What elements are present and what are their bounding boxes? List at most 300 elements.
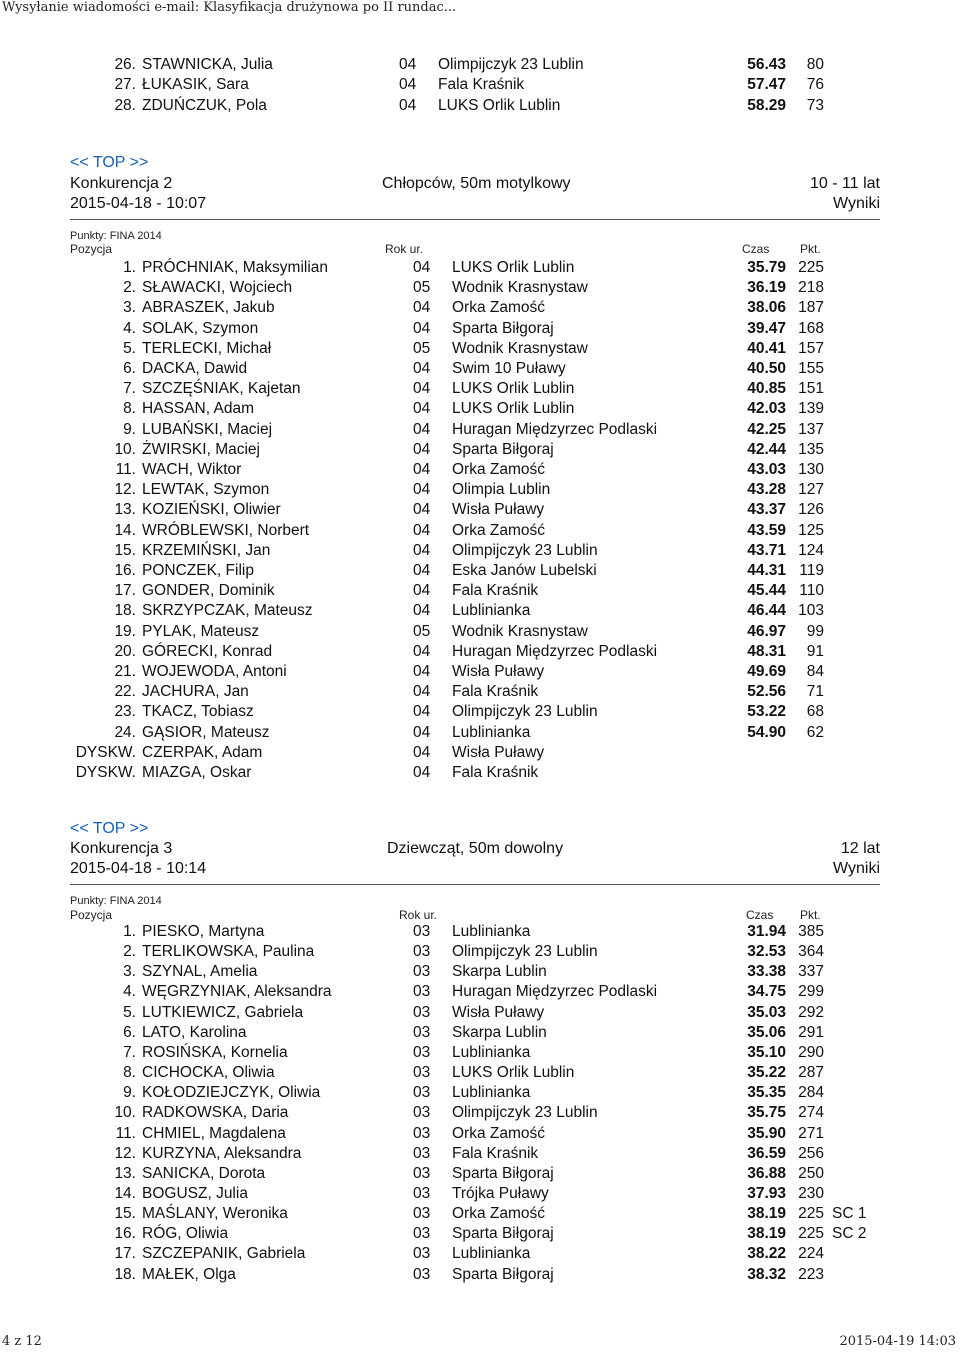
result-row [0,440,960,460]
result-time: 45.44 [747,582,786,600]
result-name: LATO, Karolina [142,1023,247,1041]
result-year: 03 [413,1245,431,1263]
result-name: HASSAN, Adam [142,400,254,418]
result-note: SC 1 [832,1205,867,1223]
result-year: 04 [413,501,431,519]
event2-datetime: 2015-04-18 - 10:07 [70,195,207,212]
result-pts: 364 [798,943,824,961]
event2-age: 10 - 11 lat [810,175,880,192]
result-time: 38.19 [747,1205,786,1223]
result-year: 05 [413,339,431,357]
result-row [0,922,960,942]
result-row [0,1144,960,1164]
result-pos: 26. [114,56,136,73]
result-row [0,1244,960,1264]
result-name: TERLIKOWSKA, Paulina [142,943,315,961]
result-year: 04 [413,663,431,680]
top-link-event2[interactable]: << TOP >> [70,154,149,171]
result-time: 38.32 [747,1265,786,1283]
result-pos: 17. [114,582,136,600]
result-pts: 130 [798,461,824,478]
result-name: TERLECKI, Michał [142,339,272,357]
result-pos: 1. [123,923,136,940]
result-pos: 20. [114,642,136,660]
result-row [0,339,960,359]
result-pos: 9. [123,420,136,438]
result-time: 35.03 [747,1003,786,1021]
result-club: Sparta Biłgoraj [452,1164,554,1182]
result-row [0,561,960,581]
result-year: 04 [413,400,431,418]
result-club: Huragan Międzyrzec Podlaski [452,983,658,1001]
result-time: 42.44 [747,440,786,458]
result-club: Wodnik Krasnystaw [452,279,588,297]
result-time: 35.75 [747,1104,786,1122]
result-pos: 4. [123,983,136,1001]
result-year: 03 [413,943,431,961]
event3-points-label: Punkty: FINA 2014 [70,895,162,907]
result-time: 34.75 [747,983,786,1001]
result-pos: 2. [123,943,136,961]
result-row [0,1204,960,1224]
result-pts: 225 [798,259,824,276]
result-club: Sparta Biłgoraj [452,319,554,337]
result-name: CHMIEL, Magdalena [142,1124,286,1142]
result-row [0,96,960,116]
result-club: Wodnik Krasnystaw [452,339,588,357]
result-year: 03 [413,1003,431,1021]
result-time: 43.37 [747,501,786,519]
event2-number: Konkurencja 2 [70,175,173,192]
result-name: LUTKIEWICZ, Gabriela [142,1003,304,1021]
result-row [0,1265,960,1285]
result-pos: 16. [114,1225,136,1243]
result-pts: 292 [798,1003,824,1021]
result-club: Skarpa Lublin [452,963,547,981]
event3-col-time: Czas [746,908,774,922]
result-time: 57.47 [747,76,786,94]
result-club: Eska Janów Lubelski [452,562,597,579]
result-time: 31.94 [747,923,786,940]
result-club: Sparta Biłgoraj [452,440,554,458]
result-club: Orka Zamość [452,461,546,478]
result-name: SZCZEPANIK, Gabriela [142,1245,306,1263]
result-pos: 1. [123,259,136,276]
result-year: 03 [413,923,431,940]
result-pos: 16. [114,562,136,579]
result-pts: 68 [806,703,824,721]
result-row [0,55,960,75]
result-pts: 119 [799,562,824,579]
result-row [0,379,960,399]
result-year: 03 [413,1104,431,1122]
result-pts: 250 [798,1164,824,1182]
result-row [0,1063,960,1083]
result-time: 46.44 [747,602,786,620]
result-club: Fala Kraśnik [452,582,539,600]
result-time: 36.19 [747,279,786,297]
result-pos: 6. [123,1023,136,1041]
result-year: 04 [413,723,431,741]
event3-rule [70,884,880,885]
result-time: 32.53 [747,943,786,961]
result-pts: 155 [798,360,824,377]
result-name: SZCZĘŚNIAK, Kajetan [142,380,301,398]
result-row [0,1023,960,1043]
result-row [0,1103,960,1123]
result-year: 03 [413,963,431,981]
result-name: GONDER, Dominik [142,582,275,600]
result-pts: 71 [806,683,824,701]
result-year: 04 [413,703,431,721]
result-time: 54.90 [747,723,786,741]
result-row [0,258,960,278]
result-pos: 5. [123,339,136,357]
result-time: 35.79 [747,259,786,276]
result-time: 37.93 [747,1184,786,1202]
result-pos: 12. [114,1144,136,1162]
result-pts: 76 [806,76,824,94]
result-club: Swim 10 Puławy [452,360,566,377]
result-year: 03 [413,983,431,1001]
page-header [0,0,960,20]
result-note: SC 2 [832,1225,867,1243]
result-pos: 5. [123,1003,136,1021]
result-club: Lublinianka [452,602,531,620]
result-name: CZERPAK, Adam [142,743,263,761]
result-pts: 84 [806,663,824,680]
result-name: KOZIEŃSKI, Oliwier [142,501,281,519]
result-pos: 11. [115,461,136,478]
event3-header [0,839,960,859]
result-pts: 337 [798,963,824,981]
result-year: 04 [399,56,417,73]
result-club: LUKS Orlik Lublin [452,400,575,418]
result-pts: 225 [798,1225,824,1243]
result-name: STAWNICKA, Julia [142,56,273,73]
event3-results-label: Wyniki [833,860,880,877]
result-pos: 27. [114,76,136,94]
page-footer [0,1334,960,1354]
event3-number: Konkurencja 3 [70,840,173,857]
result-pos: 10. [114,440,136,458]
result-name: ŻWIRSKI, Maciej [142,440,260,458]
result-name: PRÓCHNIAK, Maksymilian [142,259,329,276]
result-year: 04 [413,582,431,600]
result-club: Fala Kraśnik [452,683,539,701]
result-pos: 14. [114,521,136,539]
result-club: Olimpijczyk 23 Lublin [452,703,598,721]
result-pos: 13. [114,501,136,519]
result-time: 42.03 [747,400,786,418]
result-club: Lublinianka [452,1084,531,1102]
result-year: 03 [413,1124,431,1142]
result-club: Wodnik Krasnystaw [452,622,588,640]
result-pts: 73 [806,96,824,114]
result-pts: 274 [798,1104,824,1122]
result-name: RÓG, Oliwia [142,1225,229,1243]
result-pos: 28. [114,96,136,114]
result-pos: 8. [123,1064,136,1082]
result-name: DACKA, Dawid [142,360,248,377]
event2-title: Chłopców, 50m motylkowy [382,175,571,192]
result-row [0,480,960,500]
result-row [0,420,960,440]
result-pos: 19. [114,622,136,640]
result-pts: 151 [798,380,824,398]
result-year: 04 [413,420,431,438]
result-row [0,1083,960,1103]
result-pos: 3. [123,963,136,981]
result-pts: 80 [806,56,824,73]
result-time: 56.43 [747,56,786,73]
result-name: KRZEMIŃSKI, Jan [142,541,271,559]
result-pts: 110 [799,582,824,600]
result-row [0,1164,960,1184]
result-club: Orka Zamość [452,521,546,539]
result-name: WRÓBLEWSKI, Norbert [142,521,310,539]
result-time: 40.85 [747,380,786,398]
result-year: 04 [413,259,431,276]
result-year: 05 [413,279,431,297]
result-pos: 14. [114,1184,136,1202]
result-club: Orka Zamość [452,299,546,317]
result-pts: 385 [798,923,824,940]
result-name: RADKOWSKA, Daria [142,1104,289,1122]
result-name: BOGUSZ, Julia [142,1184,248,1202]
result-year: 03 [413,1084,431,1102]
result-row [0,399,960,419]
result-time: 58.29 [747,96,786,114]
result-row [0,75,960,95]
event2-points-label: Punkty: FINA 2014 [70,230,162,242]
result-time: 35.35 [747,1084,786,1102]
result-club: Olimpijczyk 23 Lublin [452,541,598,559]
result-name: WACH, Wiktor [142,461,242,478]
result-pos: 21. [114,663,136,680]
result-club: Orka Zamość [452,1205,546,1223]
result-name: PIESKO, Martyna [142,923,265,940]
result-row [0,1124,960,1144]
event3-subheader [0,859,960,879]
result-year: 03 [413,1144,431,1162]
result-club: Wisła Puławy [452,501,545,519]
result-year: 04 [413,440,431,458]
result-row [0,642,960,662]
result-time: 35.22 [747,1064,786,1082]
result-row [0,541,960,561]
result-year: 04 [413,642,431,660]
result-pos: 12. [114,481,136,499]
result-year: 03 [413,1023,431,1041]
result-club: Huragan Międzyrzec Podlaski [452,420,658,438]
event2-column-headers [0,242,960,256]
result-pos: 7. [123,380,136,398]
event2-col-pts: Pkt. [800,242,821,256]
result-name: SANICKA, Dorota [142,1164,266,1182]
result-pos: 7. [123,1043,136,1061]
result-pts: 168 [798,319,824,337]
result-pts: 124 [798,541,824,559]
result-name: KURZYNA, Aleksandra [142,1144,302,1162]
result-pts: 125 [798,521,824,539]
top-link-event3[interactable]: << TOP >> [70,820,149,837]
result-row [0,682,960,702]
event3-col-year: Rok ur. [399,908,438,922]
result-pos: 17. [114,1245,136,1263]
event2-points-label-row [0,229,960,243]
result-row [0,723,960,743]
result-year: 03 [413,1064,431,1082]
event3-datetime: 2015-04-18 - 10:14 [70,860,207,877]
result-pos: 2. [123,279,136,297]
result-club: Trójka Puławy [452,1184,549,1202]
result-year: 04 [413,562,431,579]
result-pts: 187 [798,299,824,317]
result-pts: 218 [798,279,824,297]
result-club: LUKS Orlik Lublin [452,380,575,398]
result-pos: 4. [123,319,136,337]
result-row [0,500,960,520]
result-row [0,622,960,642]
result-row [0,982,960,1002]
result-pts: 271 [798,1124,824,1142]
result-row [0,962,960,982]
result-club: Lublinianka [452,723,531,741]
result-year: 03 [413,1205,431,1223]
result-name: ŁUKASIK, Sara [142,76,249,94]
result-pos: 18. [114,602,136,620]
result-row [0,942,960,962]
result-pos: 15. [114,1205,136,1223]
result-row [0,702,960,722]
result-name: MAŚLANY, Weronika [142,1205,288,1223]
result-club: LUKS Orlik Lublin [438,96,561,114]
result-name: WĘGRZYNIAK, Aleksandra [142,983,332,1001]
result-year: 05 [413,622,431,640]
result-year: 04 [399,96,417,114]
result-year: 04 [413,602,431,620]
result-pts: 139 [798,400,824,418]
result-pos: 22. [114,683,136,701]
result-year: 04 [413,319,431,337]
result-club: Huragan Międzyrzec Podlaski [452,642,658,660]
result-time: 38.06 [747,299,786,317]
result-pos: 9. [123,1084,136,1102]
result-row [0,460,960,480]
result-pos: DYSKW. [75,743,136,761]
event2-header [0,174,960,194]
result-time: 44.31 [747,562,786,579]
page-number: 4 z 12 [2,1334,42,1349]
result-name: LUBAŃSKI, Maciej [142,420,273,438]
result-year: 04 [413,481,431,499]
result-time: 49.69 [747,663,786,680]
result-pts: 284 [798,1084,824,1102]
event2-col-time: Czas [742,242,770,256]
result-row [0,1003,960,1023]
result-name: MIAZGA, Oskar [142,764,252,781]
result-club: Lublinianka [452,1245,531,1263]
result-pts: 223 [798,1265,824,1283]
result-name: GÓRECKI, Konrad [142,642,273,660]
result-row [0,521,960,541]
result-time: 35.06 [747,1023,786,1041]
result-pos: 23. [114,703,136,721]
result-year: 04 [413,380,431,398]
result-club: Olimpijczyk 23 Lublin [452,943,598,961]
result-pts: 135 [798,440,824,458]
result-pos: 11. [115,1124,136,1142]
result-name: MAŁEK, Olga [142,1265,236,1283]
result-name: SOLAK, Szymon [142,319,259,337]
result-time: 43.03 [747,461,786,478]
event2-subheader [0,194,960,214]
event3-column-headers [0,908,960,922]
result-club: Olimpijczyk 23 Lublin [438,56,584,73]
result-row [0,743,960,763]
result-pts: 127 [798,481,824,499]
event3-col-pos: Pozycja [70,908,113,922]
result-name: ZDUŃCZUK, Pola [142,96,267,114]
result-name: LEWTAK, Szymon [142,481,270,499]
result-club: Wisła Puławy [452,663,545,680]
result-name: WOJEWODA, Antoni [142,663,287,680]
result-name: SŁAWACKI, Wojciech [142,279,293,297]
result-club: Wisła Puławy [452,743,545,761]
result-row [0,278,960,298]
result-pts: 290 [798,1043,824,1061]
result-row [0,298,960,318]
result-club: Sparta Biłgoraj [452,1265,554,1283]
result-name: PONCZEK, Filip [142,562,254,579]
result-row [0,581,960,601]
result-pts: 256 [798,1144,824,1162]
result-year: 04 [413,764,431,781]
result-club: Fala Kraśnik [452,1144,539,1162]
result-time: 33.38 [747,963,786,981]
event3-col-pts: Pkt. [800,908,821,922]
result-club: Fala Kraśnik [452,764,539,781]
print-datetime: 2015-04-19 14:03 [839,1334,956,1349]
result-pos: 18. [114,1265,136,1283]
result-row [0,319,960,339]
result-pos: 13. [114,1164,136,1182]
result-club: Olimpijczyk 23 Lublin [452,1104,598,1122]
result-pts: 224 [798,1245,824,1263]
result-pos: 10. [114,1104,136,1122]
result-name: CICHOCKA, Oliwia [142,1064,275,1082]
result-pos: DYSKW. [75,764,136,781]
result-year: 04 [413,461,431,478]
result-pos: 3. [123,299,136,317]
event3-points-label-row [0,894,960,908]
result-row [0,359,960,379]
result-time: 36.88 [747,1164,786,1182]
event3-title: Dziewcząt, 50m dowolny [387,840,564,857]
result-club: Lublinianka [452,1043,531,1061]
result-year: 04 [413,360,431,377]
result-year: 04 [413,743,431,761]
result-pos: 6. [123,360,136,377]
result-time: 43.59 [747,521,786,539]
result-time: 53.22 [747,703,786,721]
result-pts: 287 [798,1064,824,1082]
result-pts: 103 [798,602,824,620]
event2-results-label: Wyniki [833,195,880,212]
result-name: GĄSIOR, Mateusz [142,723,270,741]
result-club: Orka Zamość [452,1124,546,1142]
